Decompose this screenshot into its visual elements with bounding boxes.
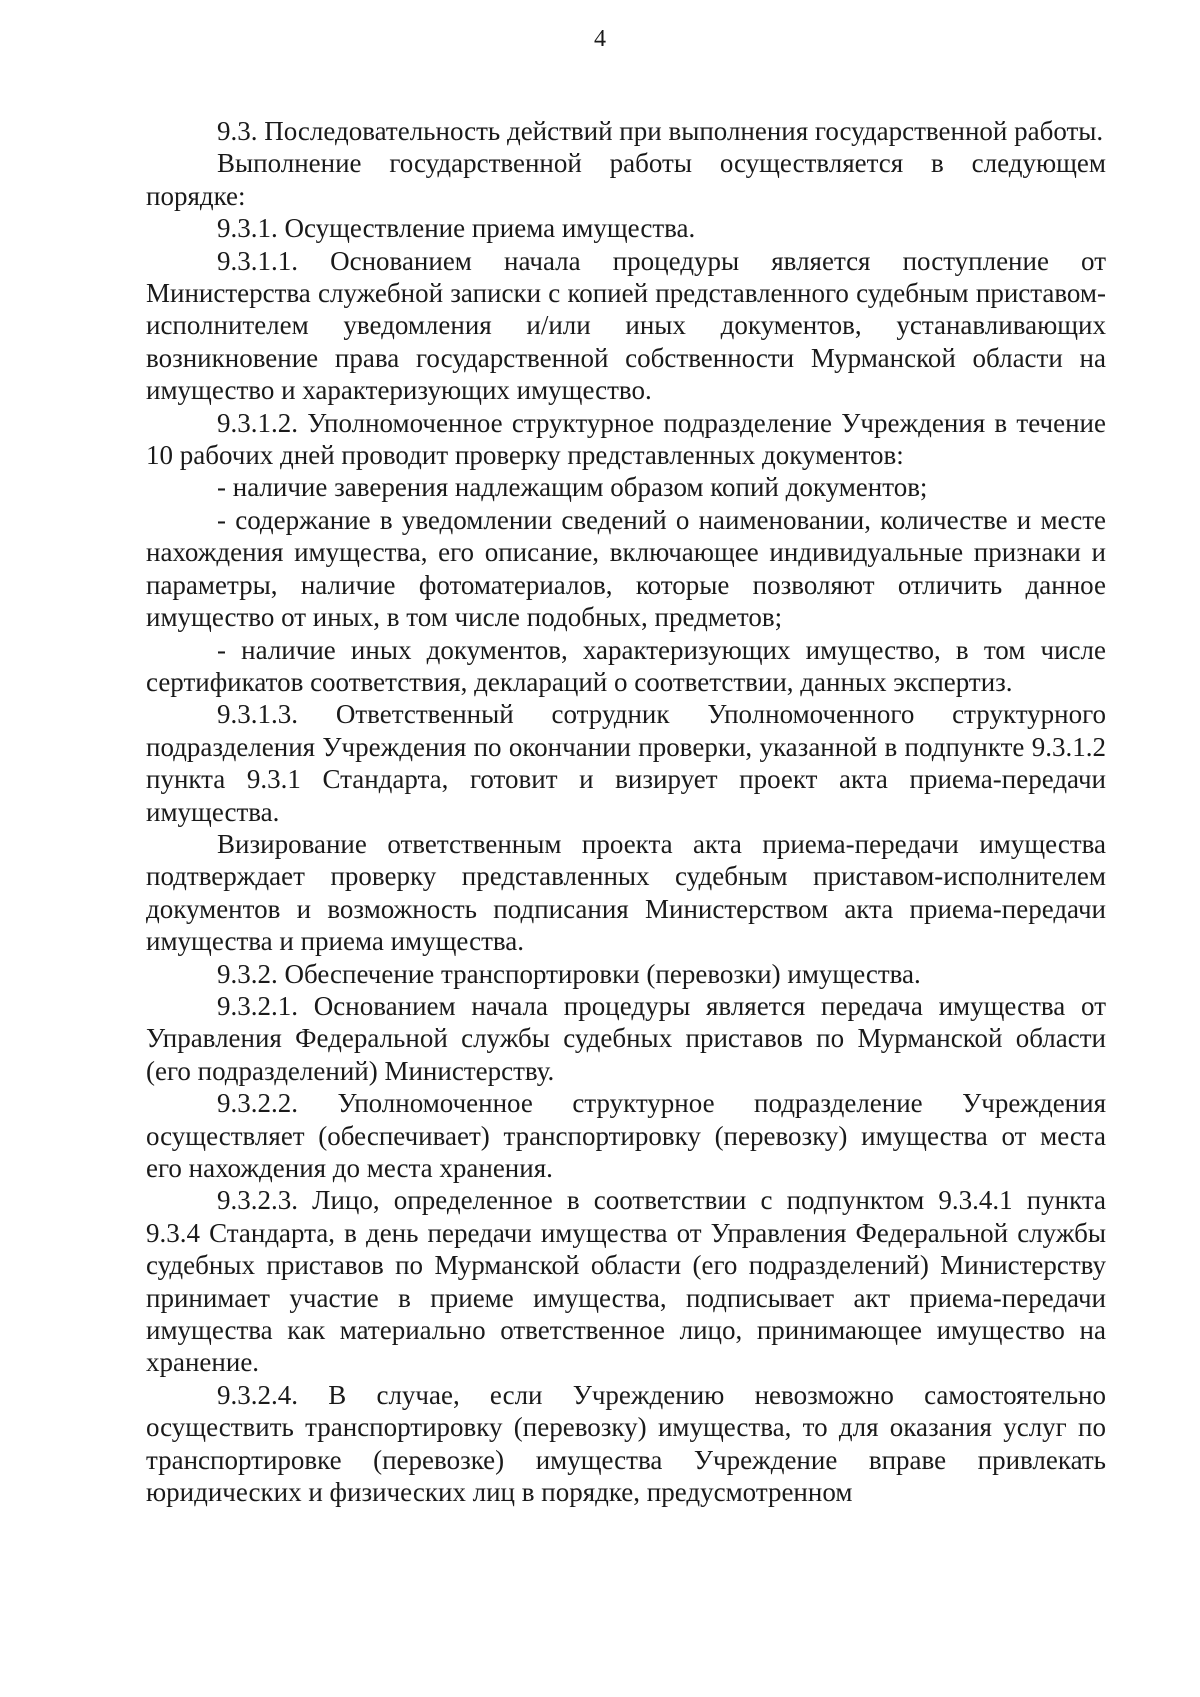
paragraph-9-3-1-1: 9.3.1.1. Основанием начала процедуры является поступление от Министерства служебной записки с копией представленного судебным приставом-исполнителем уведомления и/или иных документов, устанавливающих возникновение права государственной собственности Мурманской области на имущество и характеризующих имущество. (146, 245, 1106, 406)
paragraph-9-3-2: 9.3.2. Обеспечение транспортировки (перевозки) имущества. (217, 958, 921, 989)
list-item-certification: - наличие заверения надлежащим образом копий документов; (217, 472, 928, 503)
paragraph-9-3-1-3: 9.3.1.3. Ответственный сотрудник Уполномоченного структурного подразделения Учреждения по окончании проверки, указанной в подпункте 9.3.1.2 пункта 9.3.1 Стандарта, готовит и визирует проект акта приема-передачи имущества. (146, 699, 1106, 827)
paragraph-9-3-1: 9.3.1. Осуществление приема имущества. (217, 213, 696, 244)
list-item-other-documents: - наличие иных документов, характеризующих имущество, в том числе сертификатов соответствия, деклараций о соответствии, данных экспертиз. (146, 634, 1106, 697)
document-body (146, 115, 1106, 1508)
paragraph-9-3-2-3: 9.3.2.3. Лицо, определенное в соответствии с подпунктом 9.3.4.1 пункта 9.3.4 Стандарта, в день передачи имущества от Управления Федеральной службы судебных приставов по Мурманской области (его подразделений) Министерству принимает участие в приеме имущества, подписывает акт приема-передачи имущества как материально ответственное лицо, принимающее имущество на хранение. (146, 1185, 1106, 1378)
paragraph-9-3-2-2: 9.3.2.2. Уполномоченное структурное подразделение Учреждения осуществляет (обеспечивает) транспортировку (перевозку) имущества от места его нахождения до места хранения. (146, 1088, 1106, 1183)
paragraph-9-3-1-2: 9.3.1.2. Уполномоченное структурное подразделение Учреждения в течение 10 рабочих дней проводит проверку представленных документов: (146, 407, 1106, 471)
paragraph-visa: Визирование ответственным проекта акта приема-передачи имущества подтверждает проверку представленных судебным приставом-исполнителем документов и возможность подписания Министерством акта приема-передачи имущества и приема имущества. (146, 828, 1106, 957)
page-number: 4 (594, 26, 606, 52)
paragraph-procedure-intro: Выполнение государственной работы осуществляется в следующем порядке: (146, 148, 1106, 211)
paragraph-9-3: 9.3. Последовательность действий при выполнения государственной работы. (217, 116, 1104, 146)
paragraph-9-3-2-4: 9.3.2.4. В случае, если Учреждению невозможно самостоятельно осуществить транспортировку (перевозку) имущества, то для оказания услуг по транспортировке (перевозке) имущества Учреждение вправе привлекать юридических и физических лиц в порядке, предусмотренном (146, 1379, 1106, 1508)
paragraph-9-3-2-1: 9.3.2.1. Основанием начала процедуры является передача имущества от Управления Федеральной службы судебных приставов по Мурманской области (его подразделений) Министерству. (146, 990, 1106, 1086)
list-item-notice-content: - содержание в уведомлении сведений о наименовании, количестве и месте нахождения имущества, его описание, включающее индивидуальные признаки и параметры, наличие фотоматериалов, которые позволяют отличить данное имущество от иных, в том числе подобных, предметов; (146, 504, 1106, 633)
